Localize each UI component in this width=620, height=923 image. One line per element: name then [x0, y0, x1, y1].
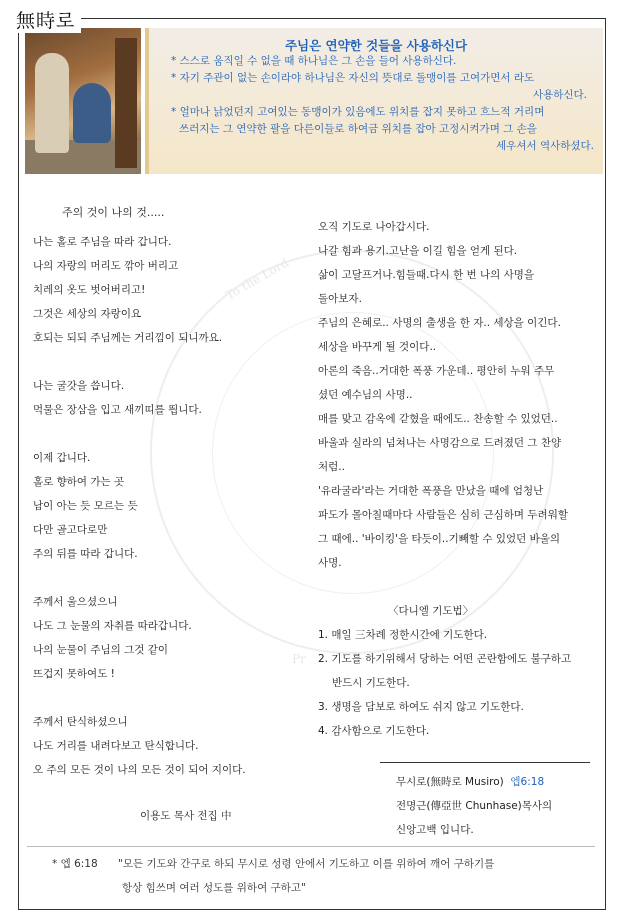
logo: 無時로 — [10, 6, 81, 33]
signature-line: 전명근(傳亞世 Chunhase)목사의 — [396, 800, 553, 812]
text-line: 처럼.. — [318, 461, 345, 473]
poem-line: 뜨겁지 못하여도 ! — [33, 668, 115, 680]
text-line: 아론의 죽음..거대한 폭풍 가운데.. 평안히 누워 주무 — [318, 365, 555, 377]
poem-line: 나도 그 눈물의 자취를 따라갑니다. — [33, 620, 192, 632]
poem-line: 먹물은 장삼을 입고 새끼띠를 띕니다. — [33, 404, 202, 416]
signature-ref: 엡6:18 — [510, 776, 545, 788]
header-bullet: 세우셔서 역사하셨다. — [496, 140, 594, 152]
poem-line: 나의 눈물이 주님의 그것 같이 — [33, 644, 169, 656]
header-title: 주님은 연약한 것들을 사용하신다 — [284, 38, 468, 53]
text-line: 오직 기도로 나아갑시다. — [318, 221, 430, 233]
header-bullet: * 자기 주관이 없는 손이라야 하나님은 자신의 뜻대로 돌맹이를 고여가면서 라도 — [171, 72, 535, 84]
text-line: '유라굴라'라는 거대한 폭풍을 만났을 때에 엄청난 — [318, 485, 544, 497]
text-line: 매를 맞고 감옥에 갇혔을 때에도.. 찬송할 수 있었던.. — [318, 413, 558, 425]
poem-line: 그것은 세상의 자랑이요 — [33, 308, 142, 320]
poem-title: 주의 것이 나의 것..... — [62, 206, 165, 219]
prayer-item: 반드시 기도한다. — [332, 677, 410, 689]
watermark-seal: To the Lord Pr — [150, 250, 554, 654]
text-line: 돌아보자. — [318, 293, 362, 305]
poem-author: 이용도 목사 전집 中 — [140, 810, 232, 822]
prayer-item: 2. 기도를 하기위해서 당하는 어떤 곤란함에도 불구하고 — [318, 653, 572, 665]
header-bullet: * 얼마나 낡었던지 고여있는 동맹이가 있음에도 위치를 잡지 못하고 흐느적 거리며 — [171, 106, 545, 118]
poem-line: 홀로 향하여 가는 곳 — [33, 476, 125, 488]
poem-line: 남이 아는 듯 모르는 듯 — [33, 500, 138, 512]
poem-line: 오 주의 모든 것이 나의 모든 것이 되어 지이다. — [33, 764, 246, 776]
header-bullet: * 스스로 움직일 수 없을 때 하나님은 그 손을 들어 사용하신다. — [171, 55, 457, 67]
text-line: 삶이 고달프거나.힘들때.다시 한 번 나의 사명을 — [318, 269, 535, 281]
footer-divider — [27, 846, 595, 847]
signature-line: 무시로(無時로 Musiro) 엡6:18 — [396, 776, 545, 788]
header-box — [145, 28, 603, 174]
poem-line: 나도 거리를 내려다보고 탄식합니다. — [33, 740, 199, 752]
poem-line: 이제 갑니다. — [33, 452, 91, 464]
prayer-item: 1. 매일 三차례 정한시간에 기도한다. — [318, 629, 488, 641]
poem-line: 호되는 되되 주님께는 거리낌이 되니까요. — [33, 332, 223, 344]
poem-line: 나는 홀로 주님을 따라 갑니다. — [33, 236, 172, 248]
poem-line: 다만 골고다로만 — [33, 524, 108, 536]
text-line: 세상을 바꾸게 될 것이다.. — [318, 341, 437, 353]
poem-line: 나는 굴갓을 씁니다. — [33, 380, 125, 392]
text-line: 그 때에.. '바이킹'을 타듯이..기빼할 수 있었던 바울의 — [318, 533, 561, 545]
text-line: 나갈 힘과 용기.고난을 이길 힘을 얻게 된다. — [318, 245, 518, 257]
poem-line: 치레의 옷도 벗어버리고! — [33, 284, 146, 296]
footer-ref: * 엡 6:18 — [52, 858, 98, 870]
poem-line: 나의 자랑의 머리도 깎아 버리고 — [33, 260, 179, 272]
footer-quote: "모든 기도와 간구로 하되 무시로 성령 안에서 기도하고 이를 위하여 깨어 구하기를 — [118, 858, 495, 870]
poem-line: 주의 뒤를 따라 갑니다. — [33, 548, 138, 560]
text-line: 주님의 은혜로.. 사명의 출생을 한 자.. 세상을 이긴다. — [318, 317, 561, 329]
signature-line: 신앙고백 입니다. — [396, 824, 474, 836]
prayer-item: 4. 감사함으로 기도한다. — [318, 725, 430, 737]
poem-line: 주께서 탄식하셨으니 — [33, 716, 128, 728]
header-bullet: 쓰러지는 그 연약한 팔을 다른이들로 하여금 위치를 잡아 고정시켜가며 그 손을 — [179, 123, 537, 135]
right-column — [318, 215, 571, 743]
header-illustration — [25, 28, 141, 174]
prayer-title: 〈다니엘 기도법〉 — [388, 605, 474, 617]
signature-divider — [380, 762, 590, 763]
prayer-item: 3. 생명을 담보로 하여도 쉬지 않고 기도한다. — [318, 701, 524, 713]
poem-column — [33, 230, 246, 782]
text-line: 셨던 예수님의 사명.. — [318, 389, 413, 401]
text-line: 사명. — [318, 557, 342, 569]
footer-quote: 항상 힘쓰며 여러 성도를 위하여 구하고" — [122, 882, 306, 894]
poem-line: 주께서 울으셨으니 — [33, 596, 118, 608]
text-line: 바울과 실라의 넘쳐나는 사명감으로 드려졌던 그 찬양 — [318, 437, 562, 449]
text-line: 파도가 몰아칠때마다 사람들은 심히 근심하며 두려워할 — [318, 509, 568, 521]
header-bullet: 사용하신다. — [532, 89, 587, 101]
